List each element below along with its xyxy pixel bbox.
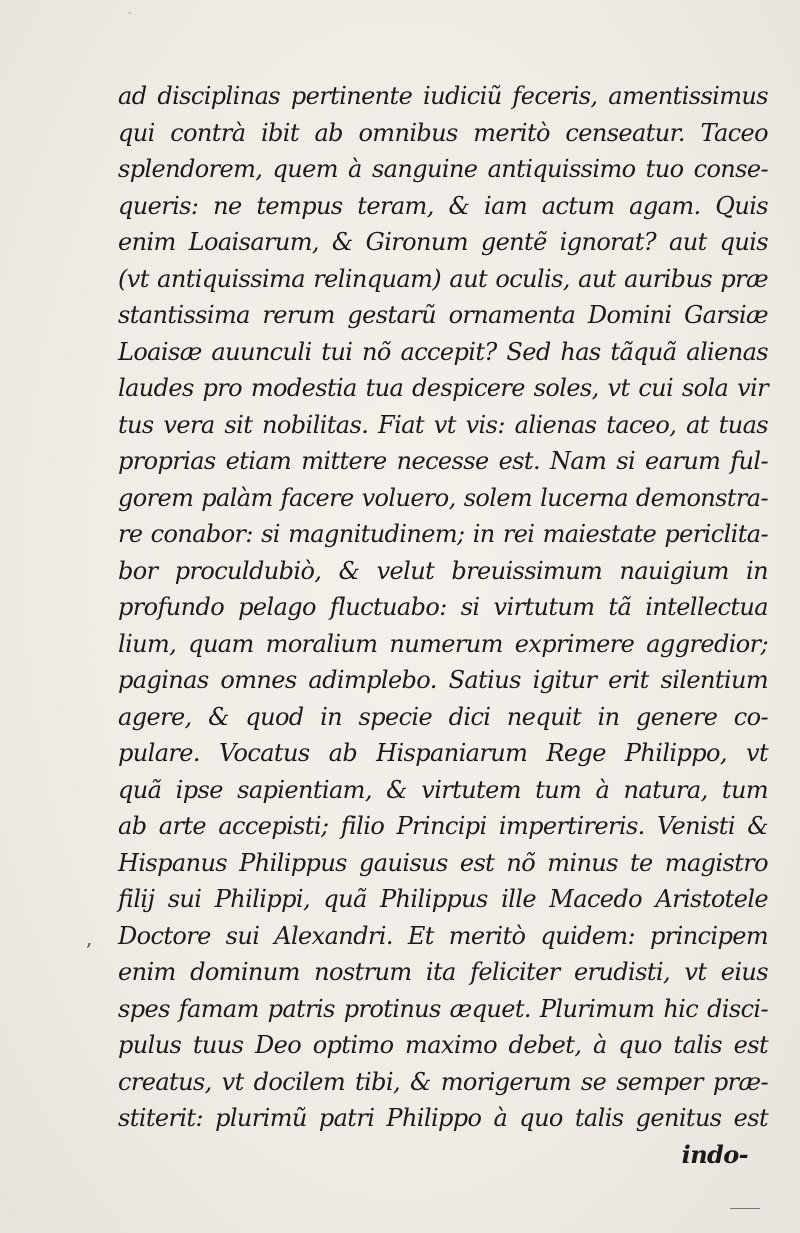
text-line: proprias etiam mittere necesse est. Nam si earum ful- xyxy=(118,447,768,475)
text-line: stantissima rerum gestarũ ornamenta Domini Garsiæ xyxy=(118,301,768,329)
text-line: gorem palàm facere voluero, solem lucerna demonstra- xyxy=(118,483,768,512)
text-line: Doctore sui Alexandri. Et meritò quidem: principem xyxy=(118,921,768,950)
text-line: ab arte accepisti; filio Principi impertireris. Venisti & xyxy=(118,812,768,840)
catchword: indo- xyxy=(681,1139,748,1169)
page-speck: - xyxy=(128,8,132,19)
text-line: profundo pelago fluctuabo: si virtutum tã intellectua xyxy=(118,593,768,621)
text-line: qui contrà ibit ab omnibus meritò censeatur. Taceo xyxy=(118,118,768,147)
text-line: agere, & quod in specie dici nequit in genere co- xyxy=(118,702,768,731)
text-line: lium, quam moralium numerum exprimere aggredior; xyxy=(118,629,768,658)
text-line: enim Loaisarum, & Gironum gentẽ ignorat? aut quis xyxy=(118,228,768,256)
text-line: filij sui Philippi, quã Philippus ille Macedo Aristotele xyxy=(118,885,768,913)
catchword-rule xyxy=(730,1208,760,1209)
text-line: Loaisæ auunculi tui nõ accepit? Sed has tãquã alienas xyxy=(118,337,768,366)
text-line: stiterit: plurimũ patri Philippo à quo talis genitus est xyxy=(118,1104,768,1132)
text-line: spes famam patris protinus æquet. Plurimum hic disci- xyxy=(118,994,768,1023)
text-line: creatus, vt docilem tibi, & morigerum se semper præ- xyxy=(118,1067,768,1096)
text-line: queris: ne tempus teram, & iam actum agam. Quis xyxy=(118,191,768,220)
text-line: bor proculdubiò, & velut breuissimum nauigium in xyxy=(118,556,768,585)
text-line: tus vera sit nobilitas. Fiat vt vis: alienas taceo, at tuas xyxy=(118,410,768,439)
text-line: quã ipse sapientiam, & virtutem tum à natura, tum xyxy=(118,775,768,804)
text-line: ad disciplinas pertinente iudiciũ feceris, amentissimus xyxy=(118,82,768,110)
text-line: Hispanus Philippus gauisus est nõ minus te magistro xyxy=(118,848,768,877)
text-line: splendorem, quem à sanguine antiquissimo tuo conse- xyxy=(118,155,768,183)
text-line: re conabor: si magnitudinem; in rei maiestate periclita- xyxy=(118,520,768,548)
text-line: enim dominum nostrum ita feliciter erudisti, vt eius xyxy=(118,958,768,986)
margin-mark: , xyxy=(86,926,93,950)
text-line: laudes pro modestia tua despicere soles, vt cui sola vir xyxy=(118,374,768,402)
text-line: (vt antiquissima relinquam) aut oculis, aut auribus præ xyxy=(118,264,768,293)
text-block xyxy=(118,78,768,1173)
text-line: pulus tuus Deo optimo maximo debet, à quo talis est xyxy=(118,1031,768,1059)
text-line: pulare. Vocatus ab Hispaniarum Rege Philippo, vt xyxy=(118,739,768,767)
text-line: paginas omnes adimplebo. Satius igitur erit silentium xyxy=(118,666,768,694)
